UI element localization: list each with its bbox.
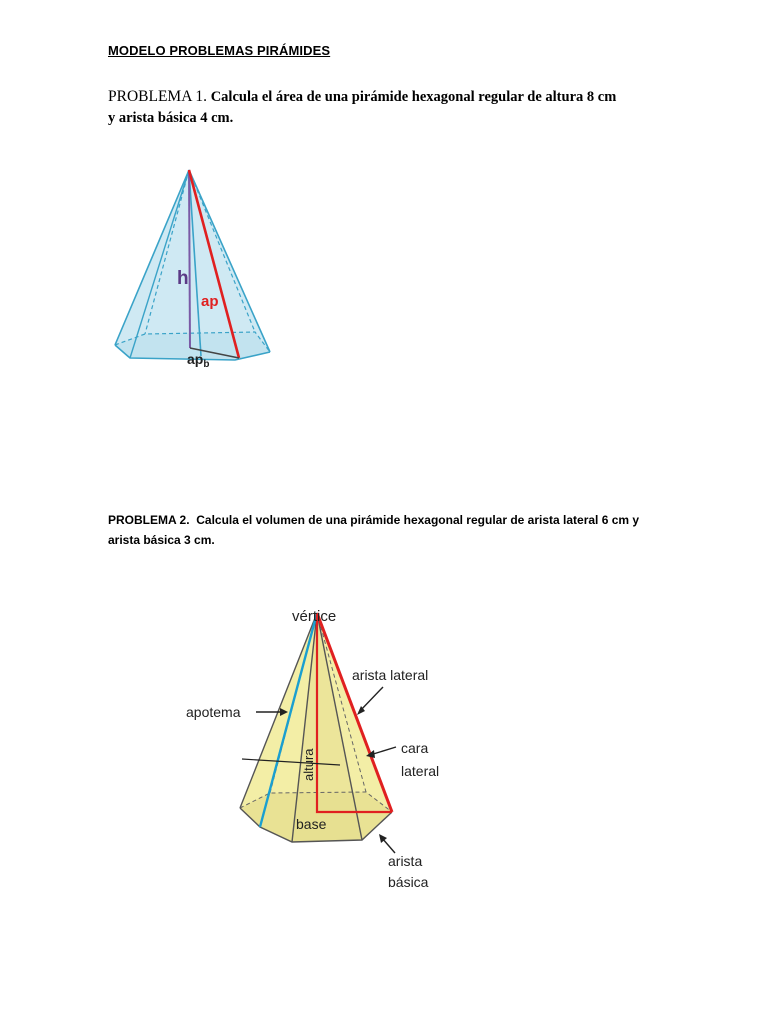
label-lateral-edge: arista lateral xyxy=(352,667,429,683)
problem-1-statement xyxy=(108,86,668,129)
problem-2-text-line-1: Calcula el volumen de una pirámide hexagonal regular de arista lateral 6 cm y xyxy=(196,513,640,527)
problem-1-label: PROBLEMA 1. xyxy=(108,88,208,105)
label-face-line-1: cara xyxy=(401,740,429,756)
problem-2-label: PROBLEMA 2. xyxy=(108,513,190,527)
problem-1-text-line-1: Calcula el área de una pirámide hexagonal regular de altura 8 cm xyxy=(210,89,617,105)
label-face-line-2: lateral xyxy=(401,763,440,779)
pyramid-figure-1 xyxy=(105,160,290,380)
label-vertex: vértice xyxy=(292,608,337,625)
pyramid-1-height-line xyxy=(189,170,190,348)
label-ap: ap xyxy=(201,293,219,310)
label-base-edge-line-2: básica xyxy=(388,874,429,890)
pyramid-figure-2 xyxy=(170,595,460,900)
problem-1-text-line-2: y arista básica 4 cm. xyxy=(108,110,234,126)
label-ap-b: $ap_b$ xyxy=(187,351,210,370)
label-apothem: apotema xyxy=(186,704,241,720)
problem-2-text-line-2: arista básica 3 cm. xyxy=(108,533,215,547)
label-height: altura xyxy=(301,748,316,781)
label-h: h xyxy=(177,268,189,289)
problem-2-statement xyxy=(108,510,688,550)
document-title: MODELO PROBLEMAS PIRÁMIDES xyxy=(108,43,331,58)
label-base-edge-line-1: arista xyxy=(388,853,423,869)
label-base: base xyxy=(296,816,327,832)
